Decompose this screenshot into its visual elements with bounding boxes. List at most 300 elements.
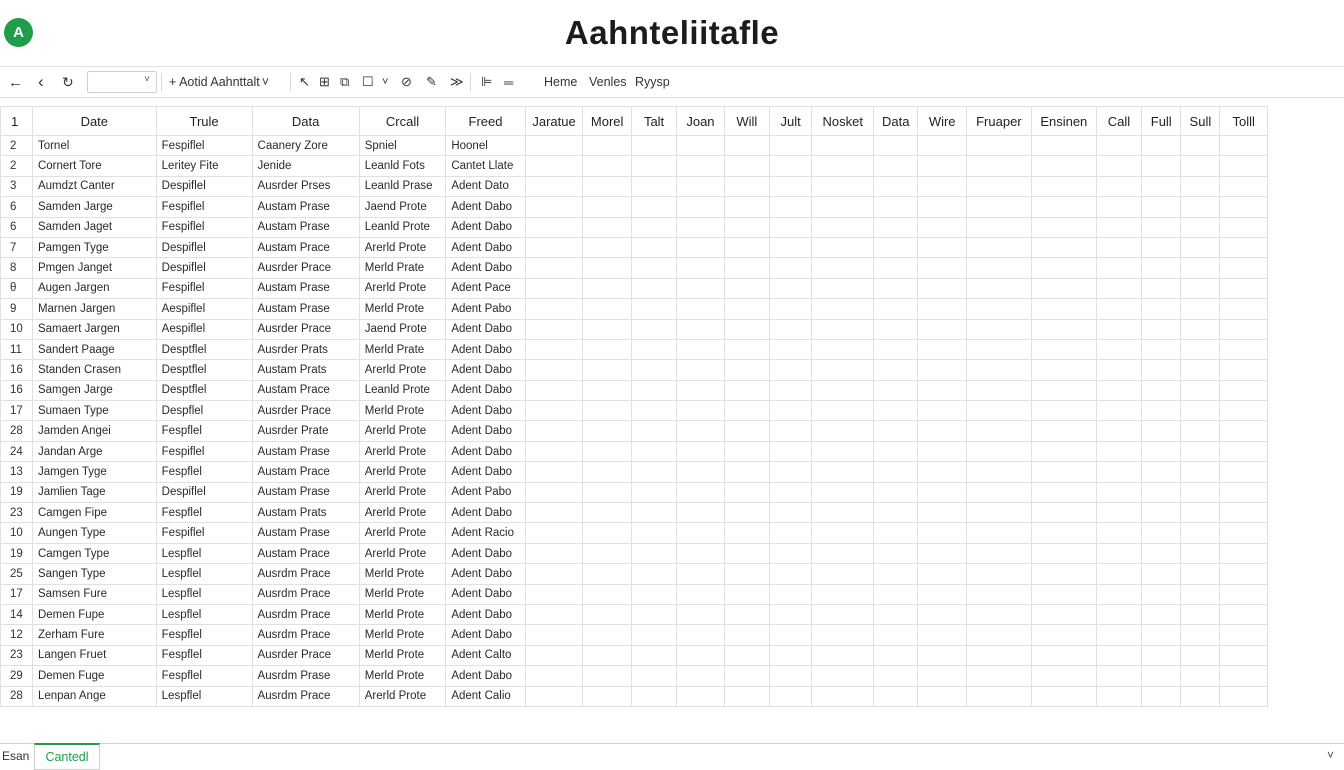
- cell[interactable]: [1220, 686, 1268, 706]
- cell[interactable]: [631, 176, 676, 196]
- cell[interactable]: Arerld Prote: [359, 503, 446, 523]
- cell[interactable]: [1142, 278, 1181, 298]
- cell[interactable]: Fespflel: [156, 666, 252, 686]
- cell[interactable]: [1096, 380, 1141, 400]
- cell[interactable]: [1220, 237, 1268, 257]
- cell[interactable]: [1142, 686, 1181, 706]
- cell[interactable]: [770, 237, 812, 257]
- cell[interactable]: [525, 176, 583, 196]
- cell[interactable]: [918, 136, 966, 156]
- cell[interactable]: [1096, 666, 1141, 686]
- cell[interactable]: Sumaen Type: [32, 401, 156, 421]
- row-number[interactable]: 10: [1, 319, 33, 339]
- cell[interactable]: Adent Dabo: [446, 217, 525, 237]
- cell[interactable]: [1220, 176, 1268, 196]
- column-header[interactable]: Ensinen: [1031, 107, 1096, 136]
- cell[interactable]: [583, 339, 631, 359]
- cell[interactable]: [525, 360, 583, 380]
- cell[interactable]: Austam Prace: [252, 237, 359, 257]
- cell[interactable]: [677, 523, 724, 543]
- cell[interactable]: [1031, 462, 1096, 482]
- align-left-icon[interactable]: ⊫: [481, 74, 493, 89]
- cell[interactable]: [583, 523, 631, 543]
- cell[interactable]: [583, 666, 631, 686]
- cell[interactable]: [724, 645, 769, 665]
- column-header[interactable]: Jaratue: [525, 107, 583, 136]
- cell[interactable]: [918, 237, 966, 257]
- cell[interactable]: [1142, 666, 1181, 686]
- pointer-icon[interactable]: ↖: [299, 74, 310, 89]
- cell[interactable]: [525, 584, 583, 604]
- cell[interactable]: [677, 645, 724, 665]
- cell[interactable]: Samaert Jargen: [32, 319, 156, 339]
- cell[interactable]: [1096, 258, 1141, 278]
- cell[interactable]: [583, 197, 631, 217]
- cell[interactable]: [812, 299, 874, 319]
- cell[interactable]: [874, 462, 918, 482]
- cell[interactable]: [874, 482, 918, 502]
- cell[interactable]: [812, 604, 874, 624]
- cell[interactable]: [1096, 319, 1141, 339]
- cell[interactable]: [631, 645, 676, 665]
- undo-icon[interactable]: ‹: [38, 72, 44, 91]
- cell[interactable]: [1031, 176, 1096, 196]
- cell[interactable]: Austam Prats: [252, 503, 359, 523]
- cell[interactable]: [1181, 503, 1220, 523]
- cell[interactable]: [583, 482, 631, 502]
- row-number[interactable]: 16: [1, 380, 33, 400]
- cell[interactable]: [874, 666, 918, 686]
- cell[interactable]: [677, 604, 724, 624]
- cell[interactable]: [1142, 401, 1181, 421]
- cell[interactable]: [770, 686, 812, 706]
- row-number[interactable]: 13: [1, 462, 33, 482]
- cell[interactable]: [1142, 421, 1181, 441]
- row-number[interactable]: 23: [1, 645, 33, 665]
- row-number[interactable]: 6: [1, 197, 33, 217]
- cell[interactable]: Leritey Fite: [156, 156, 252, 176]
- cell[interactable]: [874, 278, 918, 298]
- cell[interactable]: [812, 564, 874, 584]
- cell[interactable]: [724, 523, 769, 543]
- cell[interactable]: [583, 278, 631, 298]
- row-number[interactable]: 14: [1, 604, 33, 624]
- column-header[interactable]: Crcall: [359, 107, 446, 136]
- cell[interactable]: [874, 136, 918, 156]
- cell[interactable]: Fespflel: [156, 503, 252, 523]
- name-box-input[interactable]: [87, 71, 157, 93]
- cell[interactable]: [812, 482, 874, 502]
- cell[interactable]: [812, 217, 874, 237]
- cell[interactable]: [770, 604, 812, 624]
- cell[interactable]: [770, 441, 812, 461]
- cell[interactable]: Caanery Zore: [252, 136, 359, 156]
- cell[interactable]: Merld Prote: [359, 299, 446, 319]
- cell[interactable]: [525, 156, 583, 176]
- cell[interactable]: [966, 666, 1031, 686]
- cell[interactable]: [677, 380, 724, 400]
- cell[interactable]: [770, 523, 812, 543]
- cell[interactable]: [1220, 339, 1268, 359]
- cell[interactable]: [874, 421, 918, 441]
- cell[interactable]: [918, 462, 966, 482]
- link-icon[interactable]: ⊘: [401, 74, 412, 89]
- cell[interactable]: [1181, 278, 1220, 298]
- cell[interactable]: [1220, 278, 1268, 298]
- cell[interactable]: [966, 319, 1031, 339]
- cell[interactable]: Spniel: [359, 136, 446, 156]
- cell[interactable]: [812, 136, 874, 156]
- cell[interactable]: [1142, 604, 1181, 624]
- cell[interactable]: [525, 339, 583, 359]
- cell[interactable]: [1220, 197, 1268, 217]
- cell[interactable]: Despflel: [156, 401, 252, 421]
- cell[interactable]: [770, 360, 812, 380]
- row-number[interactable]: 2: [1, 136, 33, 156]
- cell[interactable]: [874, 360, 918, 380]
- cell[interactable]: Adent Dabo: [446, 441, 525, 461]
- cell[interactable]: [1181, 625, 1220, 645]
- cell[interactable]: [1142, 441, 1181, 461]
- cell[interactable]: [1220, 645, 1268, 665]
- cell[interactable]: Marnen Jargen: [32, 299, 156, 319]
- cell[interactable]: [1031, 136, 1096, 156]
- cell[interactable]: [1181, 543, 1220, 563]
- cell[interactable]: [918, 503, 966, 523]
- cell[interactable]: [677, 237, 724, 257]
- cell[interactable]: [583, 686, 631, 706]
- cell[interactable]: Fespiflel: [156, 217, 252, 237]
- cell[interactable]: [812, 339, 874, 359]
- cell[interactable]: [677, 156, 724, 176]
- cell[interactable]: [1142, 176, 1181, 196]
- cell[interactable]: [874, 441, 918, 461]
- cell[interactable]: Jamgen Tyge: [32, 462, 156, 482]
- cell[interactable]: Adent Dabo: [446, 360, 525, 380]
- cell[interactable]: [874, 503, 918, 523]
- cell[interactable]: Adent Dabo: [446, 604, 525, 624]
- column-header[interactable]: Morel: [583, 107, 631, 136]
- cell[interactable]: [583, 217, 631, 237]
- column-header[interactable]: Trule: [156, 107, 252, 136]
- cell[interactable]: Desptflel: [156, 360, 252, 380]
- cell[interactable]: [724, 421, 769, 441]
- cell[interactable]: [724, 441, 769, 461]
- cell[interactable]: [874, 380, 918, 400]
- cell[interactable]: [770, 462, 812, 482]
- cell[interactable]: Adent Dabo: [446, 258, 525, 278]
- cell[interactable]: [724, 625, 769, 645]
- cell[interactable]: Camgen Fipe: [32, 503, 156, 523]
- cell[interactable]: [1096, 462, 1141, 482]
- cell[interactable]: Fespiflel: [156, 197, 252, 217]
- cell[interactable]: [724, 503, 769, 523]
- cell[interactable]: Merld Prote: [359, 604, 446, 624]
- cell[interactable]: [812, 523, 874, 543]
- cell[interactable]: [918, 421, 966, 441]
- cell[interactable]: [770, 645, 812, 665]
- cell[interactable]: [1220, 482, 1268, 502]
- cell[interactable]: [583, 625, 631, 645]
- cell[interactable]: [1181, 645, 1220, 665]
- cell[interactable]: [677, 441, 724, 461]
- cell[interactable]: [1096, 543, 1141, 563]
- cell[interactable]: Ausrdm Prace: [252, 584, 359, 604]
- cell[interactable]: Adent Dabo: [446, 319, 525, 339]
- cell[interactable]: Aespiflel: [156, 299, 252, 319]
- cell[interactable]: [583, 401, 631, 421]
- cell[interactable]: [1031, 197, 1096, 217]
- row-number[interactable]: θ: [1, 278, 33, 298]
- cell[interactable]: [1096, 604, 1141, 624]
- cell[interactable]: [966, 645, 1031, 665]
- cell[interactable]: [631, 156, 676, 176]
- cell[interactable]: [966, 564, 1031, 584]
- cell[interactable]: Lenpan Ange: [32, 686, 156, 706]
- cell[interactable]: [631, 503, 676, 523]
- row-number[interactable]: 11: [1, 339, 33, 359]
- cell[interactable]: [1142, 543, 1181, 563]
- cell[interactable]: [918, 278, 966, 298]
- cell[interactable]: [1181, 441, 1220, 461]
- cell[interactable]: [677, 503, 724, 523]
- cell[interactable]: [918, 258, 966, 278]
- cell[interactable]: [1181, 380, 1220, 400]
- cell[interactable]: [1096, 686, 1141, 706]
- cell[interactable]: [525, 503, 583, 523]
- cell[interactable]: [677, 258, 724, 278]
- cell[interactable]: Arerld Prote: [359, 462, 446, 482]
- cell[interactable]: [1031, 360, 1096, 380]
- cell[interactable]: Arerld Prote: [359, 237, 446, 257]
- cell[interactable]: [966, 462, 1031, 482]
- cell[interactable]: [1181, 604, 1220, 624]
- cell[interactable]: [724, 237, 769, 257]
- cell[interactable]: [812, 584, 874, 604]
- cell[interactable]: [874, 625, 918, 645]
- cell[interactable]: [1142, 319, 1181, 339]
- cell[interactable]: [525, 564, 583, 584]
- cell[interactable]: [1096, 197, 1141, 217]
- cell[interactable]: [874, 237, 918, 257]
- cell[interactable]: Despiflel: [156, 176, 252, 196]
- cell[interactable]: Austam Prats: [252, 360, 359, 380]
- cell[interactable]: Adent Dato: [446, 176, 525, 196]
- cell[interactable]: [525, 136, 583, 156]
- cell[interactable]: [1096, 523, 1141, 543]
- cell[interactable]: [525, 217, 583, 237]
- cell[interactable]: [1220, 604, 1268, 624]
- cell[interactable]: [724, 360, 769, 380]
- cell[interactable]: [1031, 258, 1096, 278]
- cell[interactable]: [966, 441, 1031, 461]
- cell[interactable]: [918, 645, 966, 665]
- cell[interactable]: [770, 584, 812, 604]
- cell[interactable]: [966, 278, 1031, 298]
- cell[interactable]: [770, 319, 812, 339]
- cell[interactable]: [770, 278, 812, 298]
- cell[interactable]: [631, 380, 676, 400]
- cell[interactable]: [631, 421, 676, 441]
- cell[interactable]: [631, 543, 676, 563]
- cell[interactable]: Pmgen Janget: [32, 258, 156, 278]
- cell[interactable]: Aespiflel: [156, 319, 252, 339]
- cell[interactable]: [1181, 564, 1220, 584]
- cell[interactable]: [874, 217, 918, 237]
- cell[interactable]: [1031, 156, 1096, 176]
- cell[interactable]: [966, 136, 1031, 156]
- cell[interactable]: Arerld Prote: [359, 482, 446, 502]
- cell[interactable]: [1220, 401, 1268, 421]
- cell[interactable]: [770, 666, 812, 686]
- cell[interactable]: [1181, 686, 1220, 706]
- column-header[interactable]: Will: [724, 107, 769, 136]
- cell[interactable]: [724, 584, 769, 604]
- cell[interactable]: [1031, 421, 1096, 441]
- cell[interactable]: [1031, 237, 1096, 257]
- cell[interactable]: [1096, 625, 1141, 645]
- cell[interactable]: [583, 503, 631, 523]
- cell[interactable]: [724, 319, 769, 339]
- cell[interactable]: [1220, 462, 1268, 482]
- row-number[interactable]: 16: [1, 360, 33, 380]
- cell[interactable]: Fespflel: [156, 462, 252, 482]
- cell[interactable]: Jaend Prote: [359, 197, 446, 217]
- cell[interactable]: Austam Prase: [252, 217, 359, 237]
- cell[interactable]: [525, 299, 583, 319]
- cell[interactable]: [966, 156, 1031, 176]
- copy-icon[interactable]: ⧉: [340, 74, 350, 89]
- cell[interactable]: [1096, 441, 1141, 461]
- row-number[interactable]: 23: [1, 503, 33, 523]
- cell[interactable]: [583, 645, 631, 665]
- cell[interactable]: [770, 482, 812, 502]
- cell[interactable]: [874, 584, 918, 604]
- cell[interactable]: [631, 564, 676, 584]
- cell[interactable]: Merld Prote: [359, 584, 446, 604]
- cell[interactable]: Adent Dabo: [446, 237, 525, 257]
- align-equal-icon[interactable]: ═: [504, 74, 514, 90]
- cell[interactable]: [1181, 197, 1220, 217]
- cell[interactable]: Merld Prate: [359, 339, 446, 359]
- column-header[interactable]: Freed: [446, 107, 525, 136]
- cell[interactable]: [724, 176, 769, 196]
- cell[interactable]: Merld Prote: [359, 666, 446, 686]
- cell[interactable]: [770, 625, 812, 645]
- cell[interactable]: [677, 299, 724, 319]
- cell[interactable]: Lespflel: [156, 686, 252, 706]
- column-header[interactable]: Fruaper: [966, 107, 1031, 136]
- cell[interactable]: Arerld Prote: [359, 686, 446, 706]
- cell[interactable]: Austam Prase: [252, 523, 359, 543]
- cell[interactable]: [525, 401, 583, 421]
- cell[interactable]: [966, 482, 1031, 502]
- cell[interactable]: [770, 543, 812, 563]
- cell[interactable]: Ausrdm Prace: [252, 604, 359, 624]
- cell[interactable]: [874, 339, 918, 359]
- cell[interactable]: [677, 176, 724, 196]
- cell[interactable]: [770, 421, 812, 441]
- cell[interactable]: Fespiflel: [156, 278, 252, 298]
- cell[interactable]: Cornert Tore: [32, 156, 156, 176]
- redo-icon[interactable]: ↻: [62, 73, 74, 90]
- cell[interactable]: [1181, 176, 1220, 196]
- cell[interactable]: Demen Fuge: [32, 666, 156, 686]
- cell[interactable]: [1096, 482, 1141, 502]
- cell[interactable]: [966, 401, 1031, 421]
- cell[interactable]: [966, 197, 1031, 217]
- cell[interactable]: Adent Pabo: [446, 299, 525, 319]
- cell[interactable]: [1181, 523, 1220, 543]
- cell[interactable]: [1220, 319, 1268, 339]
- cell[interactable]: Fespiflel: [156, 136, 252, 156]
- cell[interactable]: [724, 197, 769, 217]
- cell[interactable]: [677, 421, 724, 441]
- cell[interactable]: [812, 645, 874, 665]
- cell[interactable]: [631, 523, 676, 543]
- cell[interactable]: [1181, 299, 1220, 319]
- cell[interactable]: Leanld Prase: [359, 176, 446, 196]
- cell[interactable]: [770, 503, 812, 523]
- cell[interactable]: [918, 299, 966, 319]
- cell[interactable]: Austam Prace: [252, 543, 359, 563]
- cell[interactable]: Leanld Fots: [359, 156, 446, 176]
- cell[interactable]: [583, 360, 631, 380]
- cell[interactable]: [918, 217, 966, 237]
- cell[interactable]: [1181, 584, 1220, 604]
- cell[interactable]: Sangen Type: [32, 564, 156, 584]
- cell[interactable]: [1096, 584, 1141, 604]
- pen-icon[interactable]: ✎: [426, 74, 437, 89]
- cell[interactable]: [770, 299, 812, 319]
- cell[interactable]: [677, 401, 724, 421]
- cell[interactable]: Ausrder Prate: [252, 421, 359, 441]
- cell[interactable]: Hoonel: [446, 136, 525, 156]
- cell[interactable]: Austam Prase: [252, 441, 359, 461]
- cell[interactable]: [874, 686, 918, 706]
- cell[interactable]: [1220, 625, 1268, 645]
- cell[interactable]: [1142, 217, 1181, 237]
- cell[interactable]: Adent Dabo: [446, 543, 525, 563]
- row-number[interactable]: 10: [1, 523, 33, 543]
- cell[interactable]: [1096, 156, 1141, 176]
- cell[interactable]: [770, 176, 812, 196]
- cell[interactable]: Adent Pabo: [446, 482, 525, 502]
- cell[interactable]: [918, 686, 966, 706]
- cell[interactable]: [631, 666, 676, 686]
- cell[interactable]: [966, 380, 1031, 400]
- cell[interactable]: [1220, 217, 1268, 237]
- chevron-down-icon[interactable]: ˅: [382, 76, 389, 88]
- chevron-down-icon[interactable]: ˅: [144, 74, 150, 85]
- cell[interactable]: [525, 197, 583, 217]
- cell[interactable]: Despiflel: [156, 258, 252, 278]
- cell[interactable]: Arerld Prote: [359, 543, 446, 563]
- cell[interactable]: [1142, 156, 1181, 176]
- cell[interactable]: Langen Fruet: [32, 645, 156, 665]
- cell[interactable]: Jandan Arge: [32, 441, 156, 461]
- cell[interactable]: [525, 645, 583, 665]
- cell[interactable]: [1096, 421, 1141, 441]
- column-header[interactable]: Nosket: [812, 107, 874, 136]
- cell[interactable]: [677, 666, 724, 686]
- cell[interactable]: [1142, 136, 1181, 156]
- cell[interactable]: Merld Prote: [359, 645, 446, 665]
- column-header[interactable]: Data: [252, 107, 359, 136]
- cell[interactable]: [918, 543, 966, 563]
- cell[interactable]: [1181, 666, 1220, 686]
- cell[interactable]: Lespflel: [156, 564, 252, 584]
